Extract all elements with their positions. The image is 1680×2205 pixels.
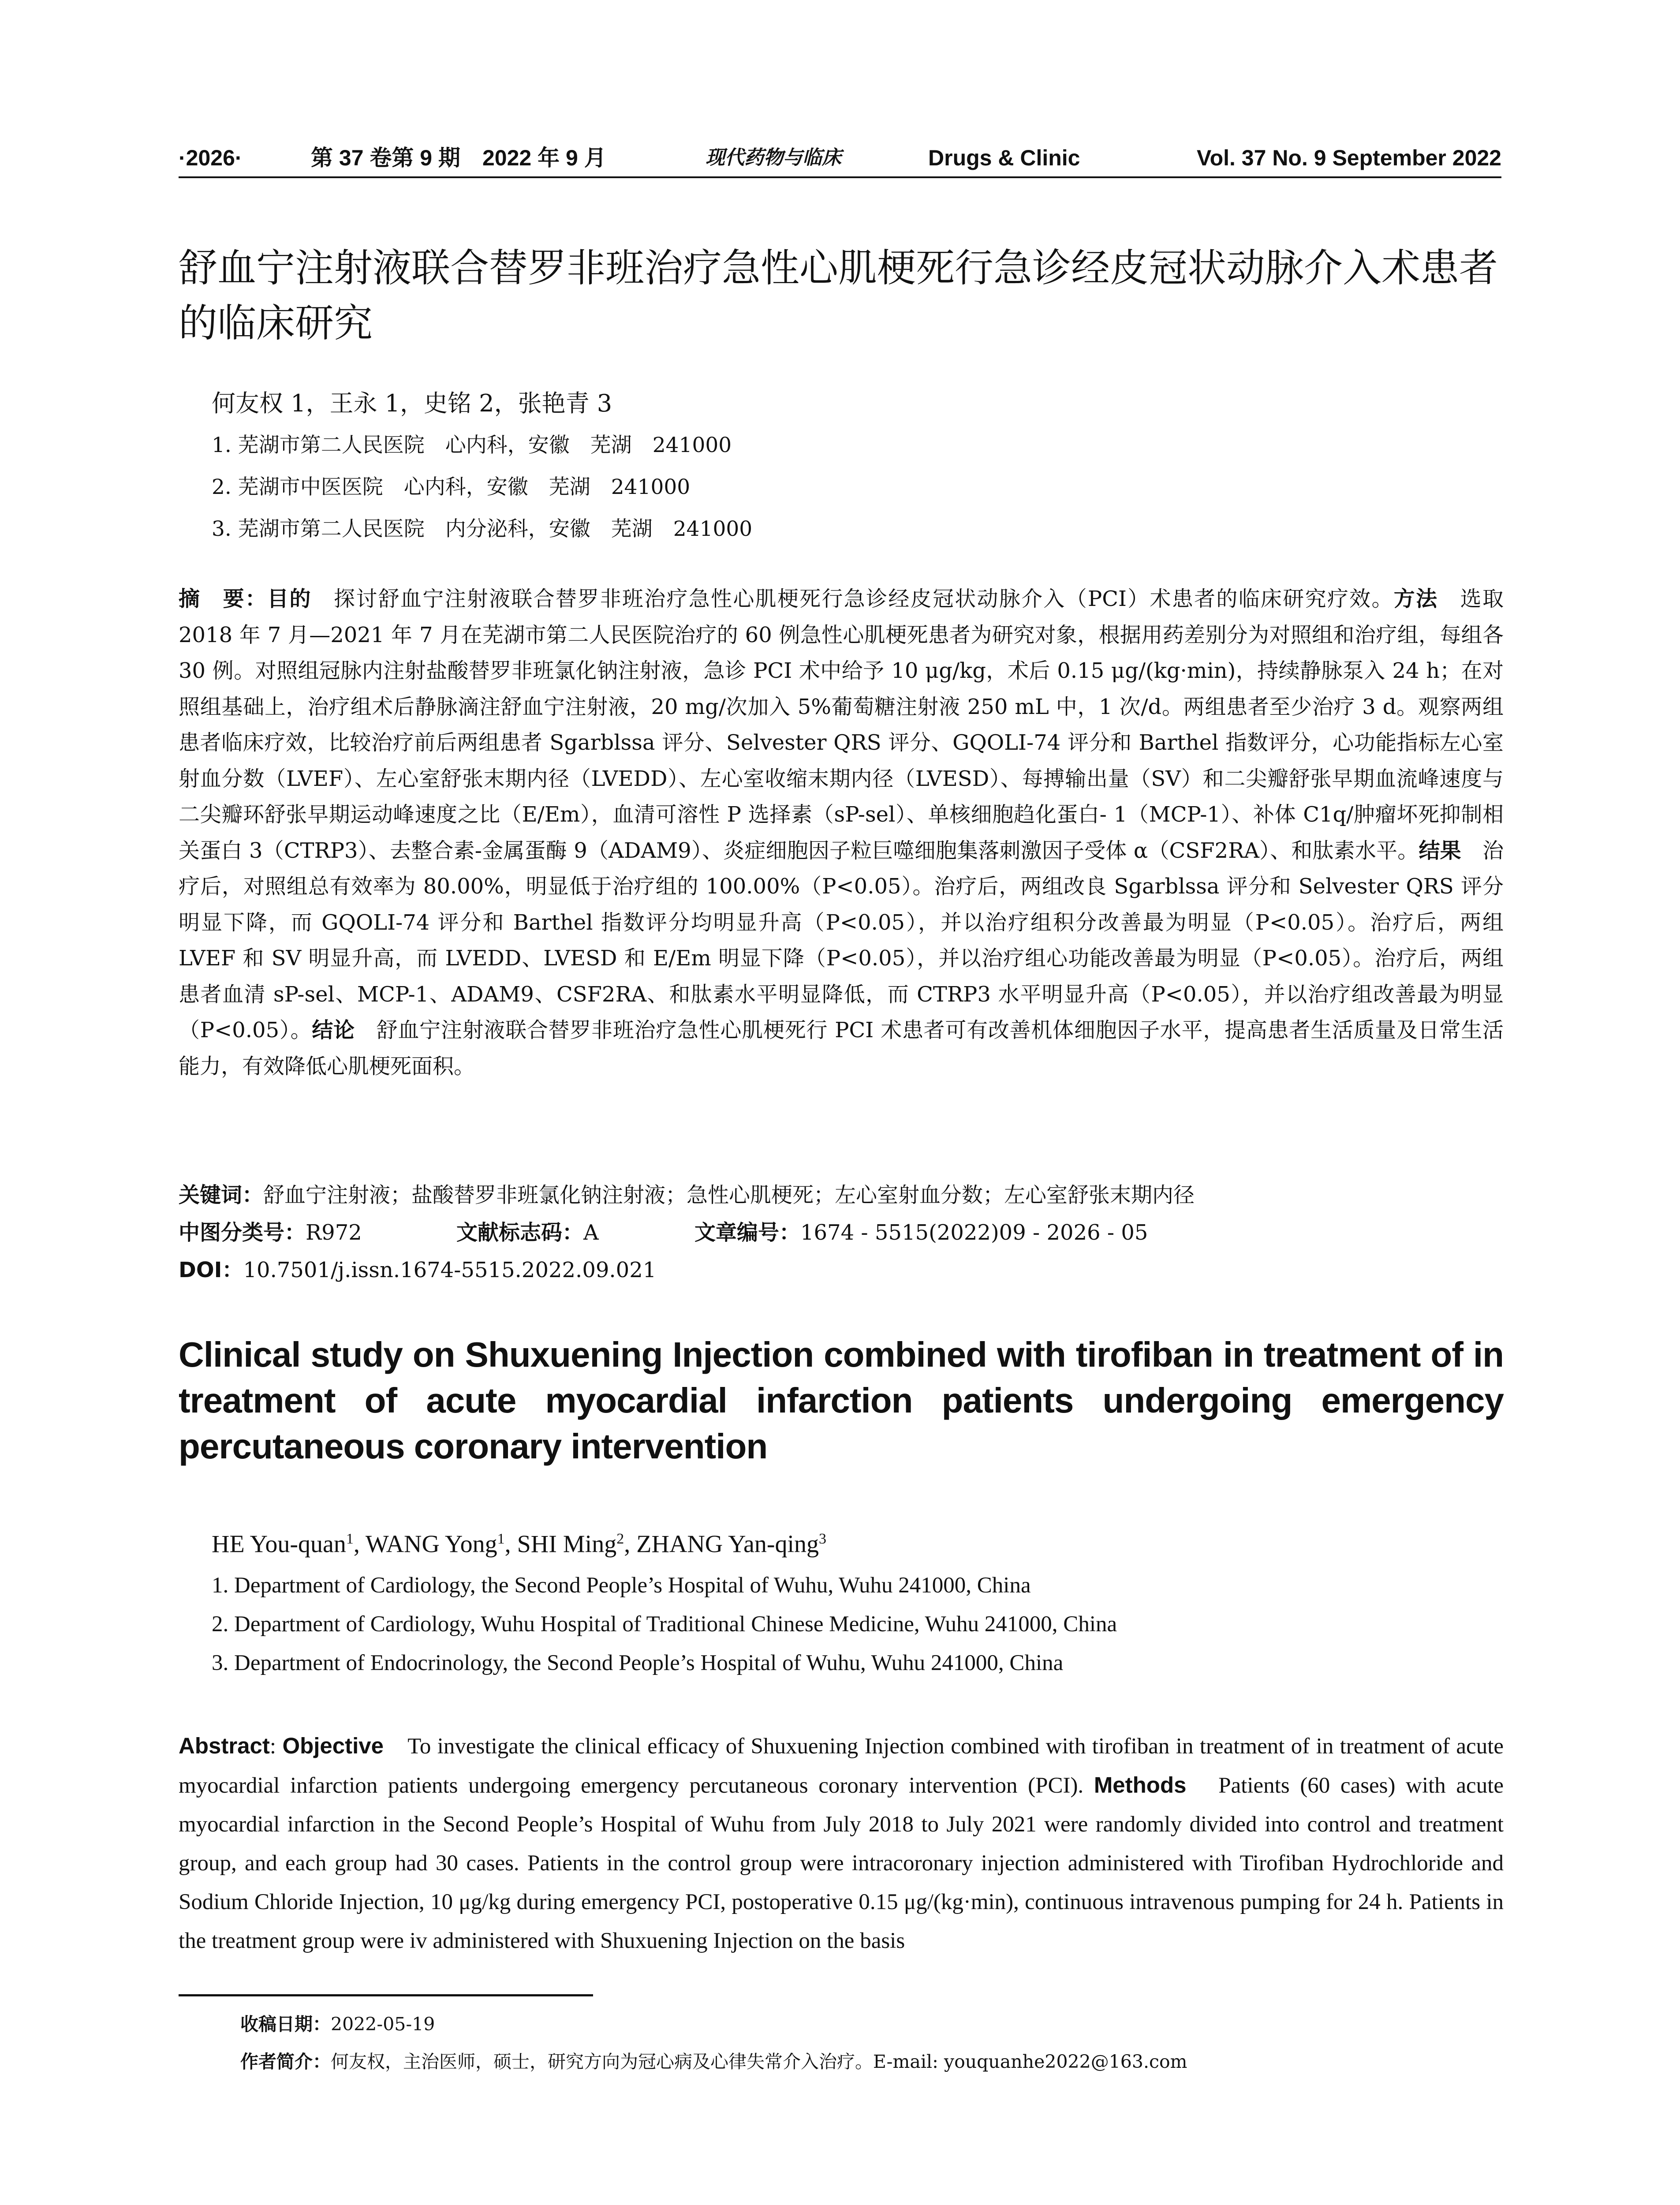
author-en-1: HE You-quan [212, 1530, 346, 1558]
classification-line [179, 1217, 1504, 1248]
running-header [179, 140, 1501, 176]
author-bio-line [240, 2048, 1501, 2086]
methods-en-text: Patients (60 cases) with acute myocardial infarction in the Second People’s Hospital of Wuhu from July 2018 to July 2021 were randomly divided into control and treatment group, and each group had 30 cases. Patients in the control group were intracoronary injection administered with Tirofiban Hydrochloride and Sodium Chloride Injection, 10 μg/kg during emergency PCI, postoperative 0.15 μg/(kg·min), continuous intravenous pumping for 24 h. Patients in the treatment group were iv administered with Shuxuening Injection on the basis [179, 1773, 1504, 1953]
abstract-en: Abstract: Objective To investigate the clinical efficacy of Shuxuening Injection combined with tirofiban in treatment of in treatment of acute myocardial infarction patients undergoing emergency percutaneous coronary intervention (PCI). Methods Patients (60 cases) with acute myocardial infarction in the Second People’s Hospital of Wuhu from July 2018 to July 2021 were randomly divided into control and treatment group, and each group had 30 cases. Patients in the control group were intracoronary injection administered with Tirofiban Hydrochloride and Sodium Chloride Injection, 10 μg/kg during emergency PCI, postoperative 0.15 μg/(kg·min), continuous intravenous pumping for 24 h. Patients in the treatment group were iv administered with Shuxuening Injection on the basis [179, 1733, 1504, 1953]
class-label: 中图分类号： [179, 1220, 306, 1245]
authors-cn: 何友权 1，王永 1，史铭 2，张艳青 3 [212, 389, 612, 417]
header-rule [179, 176, 1501, 178]
methods-en-label: Methods [1094, 1772, 1187, 1798]
author-bio-label: 作者简介： [240, 2051, 331, 2072]
volume-info: Vol. 37 No. 9 September 2022 [1196, 146, 1501, 170]
author-en-4-affil: 3 [819, 1531, 827, 1547]
abstract-cn [179, 581, 1504, 1084]
issue-info: 第 37 卷第 9 期 2022 年 9 月 [311, 146, 606, 170]
doi-line [179, 1255, 1504, 1286]
footnote-rule [179, 1994, 593, 1996]
affiliation-en-1: 1. Department of Cardiology, the Second People’s Hospital of Wuhu, Wuhu 241000, China [212, 1573, 1031, 1598]
objective-en-text: To investigate the clinical efficacy of Shuxuening Injection combined with tirofiban in treatment of in treatment of acute myocardial infarction patients undergoing emergency percutaneous coronary intervention (PCI). [179, 1734, 1504, 1798]
author-en-2-affil: 1 [497, 1531, 505, 1547]
received-date: 2022-05-19 [331, 2014, 435, 2035]
received-label: 收稿日期： [240, 2014, 331, 2035]
conclusion-cn-label: 结论 [312, 1018, 355, 1043]
author-en-3: SHI Ming [517, 1530, 617, 1558]
author-bio: 何友权，主治医师，硕士，研究方向为冠心病及心律失常介入治疗。E-mail: youquanhe2022@163.com [331, 2051, 1187, 2072]
article-no-value: 1674 - 5515(2022)09 - 2026 - 05 [800, 1220, 1148, 1245]
keywords-cn-text: 舒血宁注射液；盐酸替罗非班氯化钠注射液；急性心肌梗死；左心室射血分数；左心室舒张末期内径 [263, 1183, 1195, 1207]
affiliations-en [212, 1572, 1490, 1689]
objective-en-label: Objective [282, 1733, 384, 1758]
conclusion-cn-text: 舒血宁注射液联合替罗非班治疗急性心肌梗死行 PCI 术患者可有改善机体细胞因子水平，提高患者生活质量及日常生活能力，有效降低心肌梗死面积。 [179, 1018, 1504, 1079]
results-cn-label: 结果 [1419, 838, 1461, 863]
affiliation-cn-2: 2. 芜湖市中医医院 心内科，安徽 芜湖 241000 [212, 475, 691, 499]
authors-en: HE You-quan$^1$, WANG Yong$^1$, SHI Ming$^2$, ZHANG Yan-qing$^3$ [212, 1530, 827, 1558]
journal-name-cn: 现代药物与临床 [706, 146, 841, 169]
objective-cn-label: 目的 [267, 587, 312, 611]
author-en-2: WANG Yong [365, 1530, 497, 1558]
affiliation-en-2: 2. Department of Cardiology, Wuhu Hospital of Traditional Chinese Medicine, Wuhu 241000, China [212, 1612, 1117, 1637]
keywords-cn [179, 1180, 1504, 1211]
methods-cn-label: 方法 [1393, 587, 1438, 611]
doc-code-label: 文献标志码： [456, 1220, 584, 1245]
class-value: R972 [306, 1220, 362, 1245]
author-en-4: ZHANG Yan-qing [636, 1530, 819, 1558]
doc-code-value: A [583, 1220, 599, 1245]
received-date-line [240, 2011, 1501, 2048]
abstract-en-label: Abstract [179, 1733, 270, 1758]
affiliation-cn-3: 3. 芜湖市第二人民医院 内分泌科，安徽 芜湖 241000 [212, 517, 753, 541]
author-en-3-affil: 2 [616, 1531, 624, 1547]
title-en: Clinical study on Shuxuening Injection combined with tirofiban in treatment of in treatment of acute myocardial infarction patients undergoing emergency percutaneous coronary intervention [179, 1335, 1504, 1466]
objective-cn-text: 探讨舒血宁注射液联合替罗非班治疗急性心肌梗死行急诊经皮冠状动脉介入（PCI）术患者的临床研究疗效。 [311, 587, 1394, 611]
page-number: ·2026· [179, 146, 243, 170]
article-no-label: 文章编号： [694, 1220, 801, 1245]
results-cn-text: 治疗后，对照组总有效率为 80.00%，明显低于治疗组的 100.00%（P<0.05）。治疗后，两组改良 Sgarblssa 评分和 Selvester QRS 评分明显下降，而 GQOLI-74 评分和 Barthel 指数评分均明显升高（P<0.05），并以治疗组积分改善最为明显（P<0.05）。治疗后，两组 LVEF 和 SV 明显升高，而 LVEDD、LVESD 和 E/Em 明显下降（P<0.05），并以治疗组心功能改善最为明显（P<0.05）。治疗后，两组患者血清 sP-sel、MCP-1、ADAM9、CSF2RA、和肽素水平明显降低，而 CTRP3 水平明显升高（P<0.05），并以治疗组改善最为明显（P<0.05）。 [179, 838, 1504, 1043]
footnotes [240, 2011, 1501, 2086]
author-en-1-affil: 1 [346, 1531, 354, 1547]
methods-cn-text: 选取 2018 年 7 月—2021 年 7 月在芜湖市第二人民医院治疗的 60 例急性心肌梗死患者为研究对象，根据用药差别分为对照组和治疗组，每组各 30 例。对照组冠脉内注射盐酸替罗非班氯化钠注射液，急诊 PCI 术中给予 10 μg/kg，术后 0.15 μg/(kg·min)，持续静脉泵入 24 h；在对照组基础上，治疗组术后静脉滴注舒血宁注射液，20 mg/次加入 5%葡萄糖注射液 250 mL 中，1 次/d。两组患者至少治疗 3 d。观察两组患者临床疗效，比较治疗前后两组患者 Sgarblssa 评分、Selvester QRS 评分、GQOLI-74 评分和 Barthel 指数评分，心功能指标左心室射血分数（LVEF）、左心室舒张末期内径（LVEDD）、左心室收缩末期内径（LVESD）、每搏输出量（SV）和二尖瓣舒张早期血流峰速度与二尖瓣环舒张早期运动峰速度之比（E/Em），血清可溶性 P 选择素（sP-sel）、单核细胞趋化蛋白- 1（MCP-1）、补体 C1q/肿瘤坏死抑制相关蛋白 3（CTRP3）、去整合素-金属蛋酶 9（ADAM9）、炎症细胞因子粒巨噬细胞集落刺激因子受体 α（CSF2RA）、和肽素水平。 [179, 587, 1504, 863]
doi-value: 10.7501/j.issn.1674-5515.2022.09.021 [243, 1258, 657, 1282]
journal-name-en: Drugs & Clinic [928, 146, 1080, 170]
keywords-cn-label: 关键词： [179, 1183, 264, 1207]
abstract-cn-label: 摘 要： [179, 587, 268, 611]
affiliations-cn [212, 432, 1490, 558]
affiliation-cn-1: 1. 芜湖市第二人民医院 心内科，安徽 芜湖 241000 [212, 433, 732, 457]
doi-label: DOI： [179, 1258, 243, 1282]
affiliation-en-3: 3. Department of Endocrinology, the Second People’s Hospital of Wuhu, Wuhu 241000, China [212, 1651, 1064, 1675]
title-cn: 舒血宁注射液联合替罗非班治疗急性心肌梗死行急诊经皮冠状动脉介入术患者的临床研究 [179, 245, 1498, 346]
